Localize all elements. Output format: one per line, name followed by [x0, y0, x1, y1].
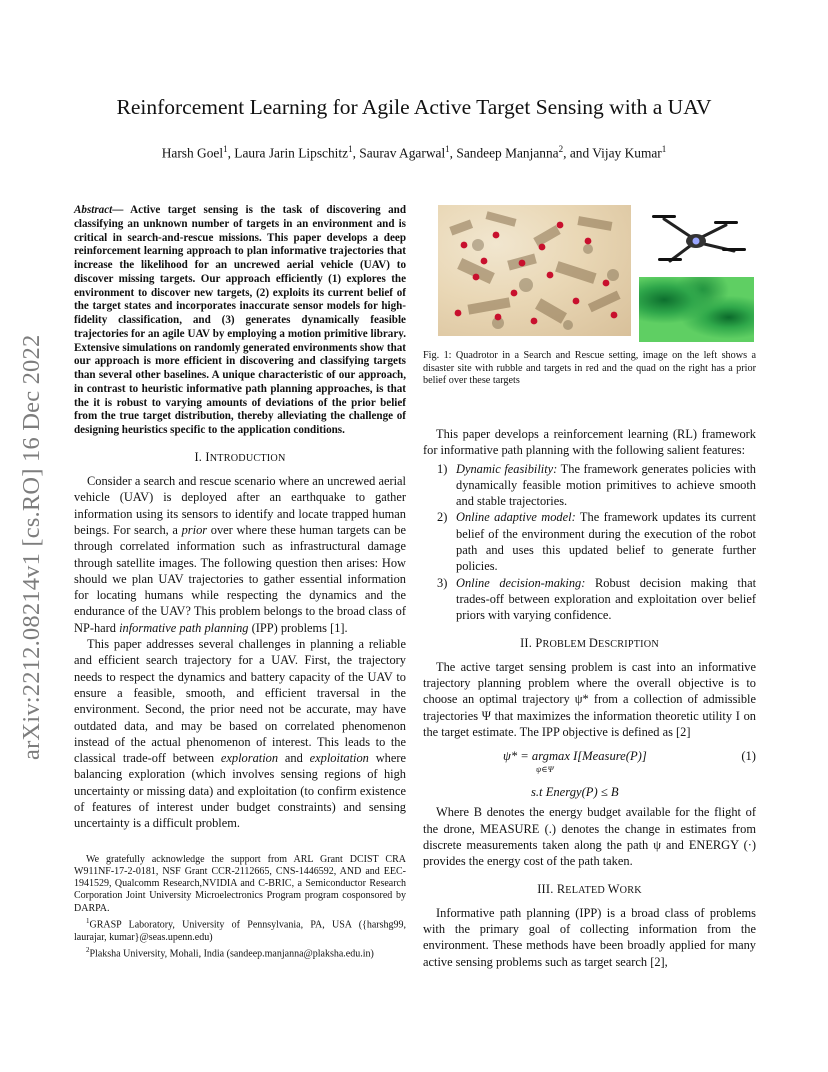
quadrotor-image	[644, 205, 750, 275]
equation-1	[423, 748, 756, 804]
target-marker	[531, 318, 538, 325]
list-item: 3) Online decision-making: Robust decision making that trades-off between exploration and exploitation over belief priors with varying confidence.	[437, 575, 757, 623]
contribution-intro: This paper develops a reinforcement learning (RL) framework for informative path planning with the following salient features:	[423, 427, 756, 458]
target-marker	[473, 274, 480, 281]
problem-paragraph: Where B denotes the energy budget available for the flight of the drone, MEASURE (.) denotes the change in estimates from discrete measurements taken along the path ψ and ENERGY (·) provides the energy cost of the path taken.	[423, 805, 756, 869]
left-column	[74, 204, 406, 961]
affiliation-mark: 2	[558, 144, 564, 154]
section-heading-related-work: III. RELATED WORK	[537, 881, 642, 896]
rubble-scene	[438, 205, 631, 336]
arxiv-id: arXiv:2212.08214v1 [cs.RO] 16 Dec 2022	[18, 334, 45, 760]
target-marker	[585, 238, 592, 245]
list-item: 1) Dynamic feasibility: The framework generates policies with dynamically feasible motion primitives to achieve smooth and stable trajectories.	[437, 461, 756, 509]
target-marker	[511, 290, 518, 297]
affiliation-mark: 1	[445, 144, 450, 154]
arxiv-watermark	[18, 220, 58, 760]
right-column	[423, 426, 756, 970]
target-marker	[481, 258, 488, 265]
target-marker	[539, 244, 546, 251]
target-marker	[495, 314, 502, 321]
figure-1	[438, 205, 756, 337]
abstract	[74, 204, 406, 438]
author: and Vijay Kumar	[569, 145, 662, 161]
target-marker	[573, 298, 580, 305]
footnote-affiliation-1: $^1$GRASP Laboratory, University of Pennsylvania, PA, USA ({harshg99, laurajar, kumar}@seas.upenn.edu)	[74, 917, 406, 943]
target-marker	[461, 242, 468, 249]
disaster-site-image	[438, 205, 631, 336]
target-marker	[455, 310, 462, 317]
author: Saurav Agarwal	[359, 145, 446, 161]
affiliation-mark: 1	[661, 144, 667, 154]
target-marker	[547, 272, 554, 279]
target-marker	[557, 222, 564, 229]
target-marker	[603, 280, 610, 287]
footnote-acknowledgment: We gratefully acknowledge the support from ARL Grant DCIST CRA W911NF-17-2-0181, NSF Grant CCR-2112665, CNS-1446592, AND and EEC-1941529, Qualcomm Research,NVIDIA and C-BRIC, a Semiconductor Research Corporation Joint University Microelectronics Program program cosponsored by DARPA.	[74, 853, 406, 914]
affiliation-mark: 1	[348, 144, 353, 154]
intro-paragraph: This paper addresses several challenges in planning a reliable and efficient search trajectory for a UAV. First, the trajectory needs to respect the dynamics and battery capacity of the UAV to ensure a feasible, smooth, and efficient traversal in the environment. Second, the prior need not be accurate, may have outdated data, and may be based on correlated phenomenon instead of the actual phenomenon of interest. This leads to the classical trade-off between exploration and exploitation where balancing exploration (which involves sensing regions of high uncertainty or missing data) and exploitation (to confirm existence of features of interest under budget constraints) and sensing uncertainty is a difficult problem.	[74, 637, 406, 831]
author-list: Harsh Goel$^1$, Laura Jarin Lipschitz$^1$, Saurav Agarwal$^1$, Sandeep Manjanna$^2$, and Vijay Kumar$^1$	[161, 144, 667, 161]
author: Laura Jarin Lipschitz	[234, 145, 349, 161]
affiliation-mark: 1	[223, 144, 228, 154]
abstract-label: Abstract	[74, 204, 113, 216]
equation-number: (1)	[741, 749, 756, 764]
footnote-affiliation-2: $^2$Plaksha University, Mohali, India (sandeep.manjanna@plaksha.edu.in)	[86, 945, 374, 960]
problem-paragraph: The active target sensing problem is cast into an informative trajectory planning problem where the overall objective is to choose an optimal trajectory ψ* from a collection of admissible trajectories Ψ that maximizes the information theoretic utility I on the target estimate. The IPP objective is defined as [2]	[423, 659, 756, 740]
list-item: 2) Online adaptive model: The framework updates its current belief of the environment during the execution of the robot path and uses this updated belief to generate further policies.	[437, 510, 756, 574]
target-marker	[493, 232, 500, 239]
target-marker	[611, 312, 618, 319]
intro-paragraph: Consider a search and rescue scenario where an uncrewed aerial vehicle (UAV) is deployed after an earthquake to gather information using its sensors to identify and locate trapped human beings. For search, a prior over where these human targets can be through correlated information such as infrastructural damage through satellite images. The following question then arises: How should we plan UAV trajectories to gather essential information for locating humans while respecting the dynamics and the endurance of the UAV? This problem belongs to the broad class of NP-hard informative path planning (IPP) problems [1].	[74, 474, 406, 635]
prior-belief-map	[639, 277, 754, 342]
target-marker	[519, 260, 526, 267]
author: Sandeep Manjanna	[456, 145, 559, 161]
related-work-paragraph: Informative path planning (IPP) is a broad class of problems with the primary goal of collecting information from the environment. These methods have been broadly applied for many active sensing problems such as target search [2],	[423, 905, 756, 969]
paper-title: Reinforcement Learning for Agile Active Target Sensing with a UAV	[116, 95, 712, 119]
figure-caption: Fig. 1: Quadrotor in a Search and Rescue setting, image on the left shows a disaster site with rubble and targets in red and the quad on the right has a prior belief over these targets	[423, 350, 756, 387]
equation-line: ψ* = argmax I[Measure(P)]	[503, 749, 647, 764]
equation-constraint: s.t Energy(P) ≤ B	[531, 785, 619, 800]
section-heading-introduction: I. INTRODUCTION	[194, 449, 286, 464]
author: Harsh Goel	[161, 145, 224, 161]
feature-list	[423, 461, 756, 624]
quadrotor-icon	[644, 205, 750, 275]
equation-subscript: ψ∈Ψ	[536, 764, 554, 775]
abstract-text: — Active target sensing is the task of discovering and classifying an unknown number of targets in an environment and is critical in search-and-rescue missions. This paper develops a deep reinforcement learning approach to plan informative trajectories that increase the likelihood for an uncrewed aerial vehicle (UAV) to discover missing targets. Our approach efficiently (1) explores the environment to discover new targets, (2) exploits its current belief of the target states and incorporates inaccurate sensor models for high-fidelity classification, and (3) generates dynamically feasible trajectories for an agile UAV by employing a motion primitive library. Extensive simulations on randomly generated environments show that our approach is more efficient in discovering and classifying targets than several other baselines. A unique characteristic of our approach, in contrast to heuristic informative path planning approaches, is that the it is robust to varying amounts of deviations of the prior belief from the true target distribution, thereby alleviating the challenge of designing heuristics specific to the application conditions.	[74, 204, 406, 436]
section-heading-problem-description: II. PROBLEM DESCRIPTION	[520, 635, 659, 650]
